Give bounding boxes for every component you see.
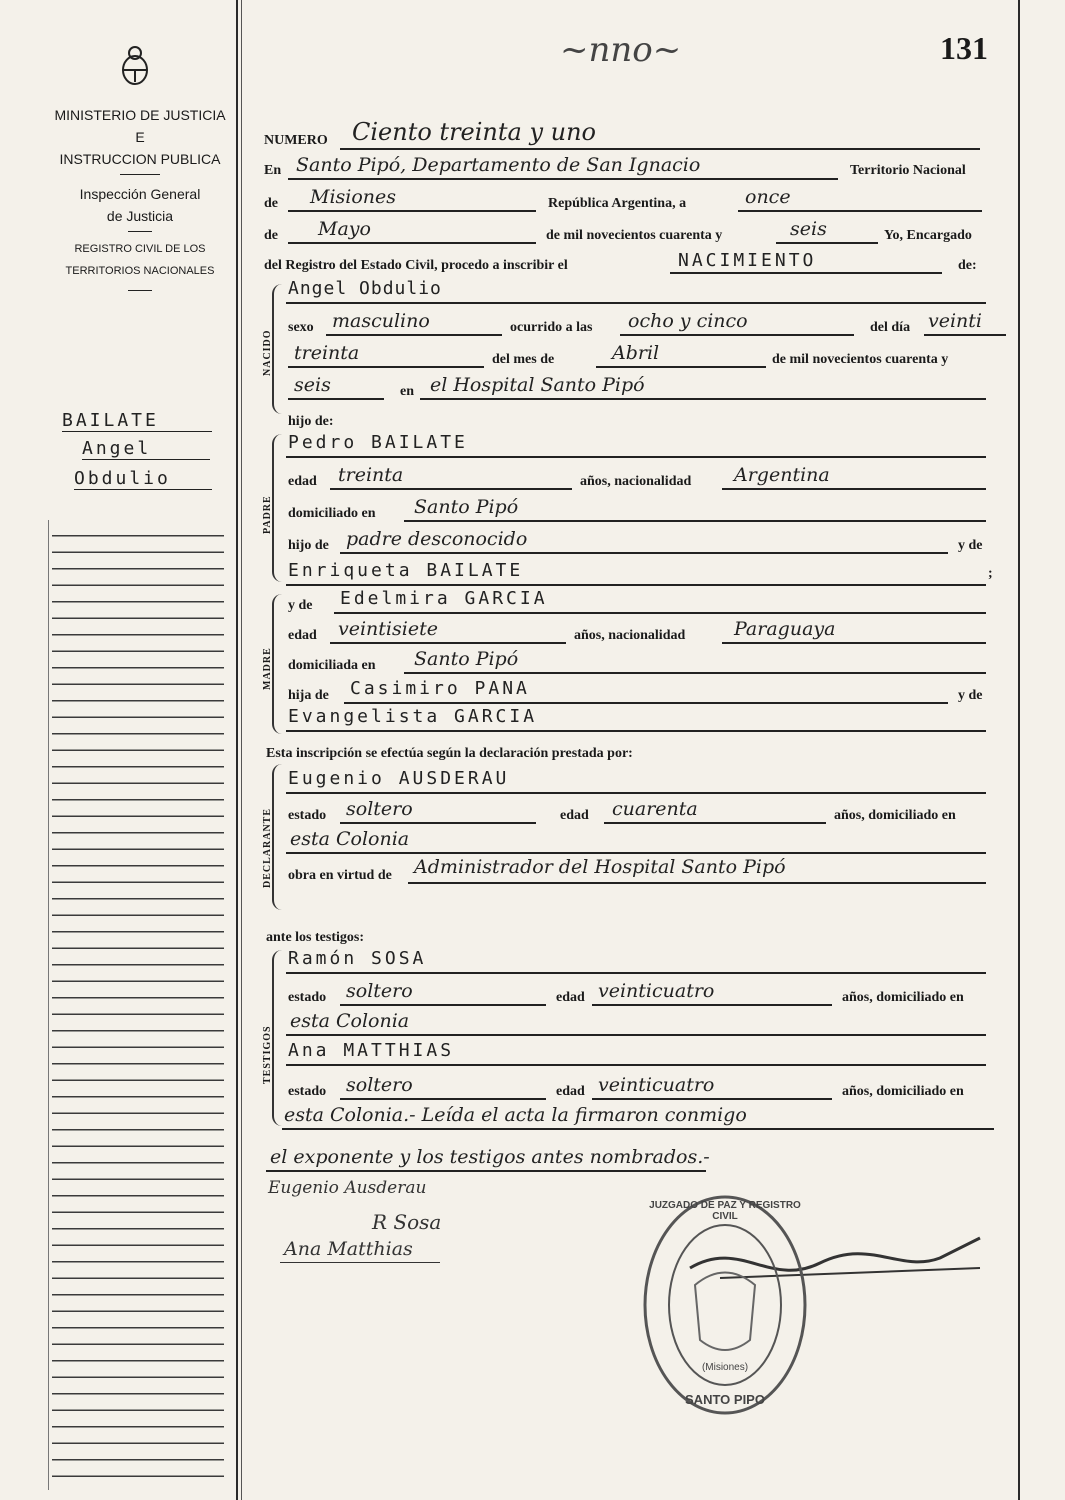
seal-center-text: (Misiones) <box>701 1362 749 1373</box>
decl-estado-line <box>340 822 536 824</box>
padre-madre-value: Enriqueta BAILATE <box>288 560 524 581</box>
padre-hijo-line <box>340 552 948 554</box>
label-edad: edad <box>288 474 317 489</box>
madre-value: Edelmira GARCIA <box>340 588 548 609</box>
mes-nac-line <box>596 366 766 368</box>
lugar-nac-value: el Hospital Santo Pipó <box>430 374 645 396</box>
margin-surname: BAILATE <box>62 410 212 432</box>
label-anios-nac-2: años, nacionalidad <box>574 628 686 643</box>
label-de: de <box>264 196 278 211</box>
coat-of-arms-icon <box>118 44 152 93</box>
hora-value: ocho y cinco <box>628 310 748 332</box>
label-sexo: sexo <box>288 320 314 335</box>
madre-madre-value: Evangelista GARCIA <box>288 706 538 727</box>
label-estado-2: estado <box>288 990 327 1005</box>
label-y-de-3: y de <box>958 688 983 703</box>
page-number: 131 <box>940 30 988 66</box>
label-obra: obra en virtud de <box>288 868 392 883</box>
testigo1-line <box>286 972 986 974</box>
decl-dom-line <box>286 852 986 854</box>
label-en-2: en <box>400 384 414 399</box>
label-y-de-2: y de <box>288 598 313 613</box>
side-label-nacido: NACIDO <box>262 329 273 376</box>
padre-dom-value: Santo Pipó <box>414 496 519 518</box>
side-label-testigos: TESTIGOS <box>262 1025 273 1084</box>
declarante-value: Eugenio AUSDERAU <box>288 768 510 789</box>
padre-madre-line <box>286 584 986 586</box>
label-domiciliado: domiciliado en <box>288 506 376 521</box>
t1-edad-line <box>592 1004 832 1006</box>
testigo2-value: Ana MATTHIAS <box>288 1040 455 1061</box>
dia-nac-value: veinti <box>928 310 983 332</box>
label-anios-nac: años, nacionalidad <box>580 474 692 489</box>
label-en: En <box>264 163 282 178</box>
madre-line <box>334 612 986 614</box>
padre-line <box>286 456 986 458</box>
testigo2-line <box>286 1064 986 1066</box>
t1-dom-value: esta Colonia <box>290 1010 410 1032</box>
label-hijo-de: hijo de: <box>288 414 334 429</box>
label-ocurrido: ocurrido a las <box>510 320 593 335</box>
label-hija-de: hija de <box>288 688 329 703</box>
cierre-line <box>266 1170 706 1172</box>
sexo-value: masculino <box>332 310 430 332</box>
dia-value: once <box>745 186 791 208</box>
t2-dom-value: esta Colonia.- Leída el acta la firmaron conmigo <box>284 1104 747 1126</box>
label-anios-dom: años, domiciliado en <box>834 808 956 823</box>
label-edad-5: edad <box>556 1084 585 1099</box>
decl-estado-value: soltero <box>346 798 413 820</box>
decl-edad-value: cuarenta <box>612 798 698 820</box>
label-del-dia: del día <box>870 320 911 335</box>
dia-line <box>738 210 982 212</box>
numero-line <box>340 148 980 150</box>
label-del-mes: del mes de <box>492 352 555 367</box>
padre-hijo-value: padre desconocido <box>346 528 528 550</box>
cierre-value: el exponente y los testigos antes nombrados.- <box>270 1146 710 1168</box>
label-territorio: Territorio Nacional <box>850 163 966 178</box>
anio-line <box>776 242 878 244</box>
t2-estado-value: soltero <box>346 1074 413 1096</box>
decl-dom-value: esta Colonia <box>290 828 410 850</box>
territorio-value: Misiones <box>310 186 397 208</box>
divider <box>120 174 160 175</box>
mes-nac-value: Abril <box>612 342 660 364</box>
dia-nac-line <box>924 334 1006 336</box>
acto-value: NACIMIENTO <box>678 250 817 271</box>
divider <box>128 290 152 291</box>
t2-estado-line <box>340 1098 546 1100</box>
label-de-3: de: <box>958 258 977 273</box>
label-inscripcion: Esta inscripción se efectúa según la declaración prestada por: <box>266 746 633 761</box>
label-republica: República Argentina, a <box>548 196 687 211</box>
numero-value: Ciento treinta y uno <box>352 118 597 146</box>
label-edad-3: edad <box>560 808 589 823</box>
seal-bottom-text: SANTO PIPO <box>685 1392 765 1407</box>
decl-edad-line <box>604 822 826 824</box>
label-yo: Yo, Encargado <box>884 228 972 243</box>
territorio-line <box>288 210 536 212</box>
decl-obra-value: Administrador del Hospital Santo Pipó <box>414 856 786 878</box>
dia-nac-value-2: treinta <box>294 342 360 364</box>
nombre-value: Angel Obdulio <box>288 278 442 299</box>
anio-nac-value: seis <box>294 374 331 396</box>
left-column-border <box>236 0 238 1500</box>
label-domiciliada: domiciliada en <box>288 658 376 673</box>
nombre-line <box>286 302 986 304</box>
ministry-line-1: MINISTERIO DE JUSTICIA <box>54 107 226 123</box>
semicolon: ; <box>988 566 993 581</box>
margin-name-2: Obdulio <box>74 468 212 490</box>
padre-edad-line <box>330 488 572 490</box>
margin-name-1: Angel <box>82 438 210 460</box>
mes-value: Mayo <box>318 218 371 240</box>
label-mil: de mil novecientos cuarenta y <box>546 228 723 243</box>
testigos-brace <box>272 950 282 1126</box>
side-label-declarante: DECLARANTE <box>262 807 273 888</box>
left-column-border-inner <box>241 0 242 1500</box>
label-estado: estado <box>288 808 327 823</box>
madre-brace <box>272 594 282 734</box>
madre-padre-line <box>344 702 948 704</box>
signature-1: Eugenio Ausderau <box>268 1178 427 1198</box>
t2-edad-line <box>592 1098 832 1100</box>
padre-dom-line <box>404 520 986 522</box>
hora-line <box>620 334 854 336</box>
madre-edad-line <box>330 642 566 644</box>
decl-obra-line <box>408 882 986 884</box>
madre-madre-line <box>286 730 986 732</box>
padre-brace <box>272 434 282 582</box>
padre-nac-line <box>722 488 986 490</box>
t1-estado-line <box>340 1004 546 1006</box>
madre-dom-line <box>404 672 986 674</box>
ministry-line-6: REGISTRO CIVIL DE LOS <box>74 243 206 255</box>
madre-nac-value: Paraguaya <box>734 618 836 640</box>
lugar-nac-line <box>420 398 986 400</box>
lugar-value: Santo Pipó, Departamento de San Ignacio <box>296 154 701 176</box>
declarante-line <box>286 792 986 794</box>
label-anios-dom-2: años, domiciliado en <box>842 990 964 1005</box>
sexo-line <box>326 334 502 336</box>
declarante-brace <box>272 764 282 910</box>
far-left-border <box>48 520 49 1490</box>
label-de-2: de <box>264 228 278 243</box>
ministry-line-4: Inspección General <box>79 186 201 202</box>
t2-edad-value: veinticuatro <box>598 1074 715 1096</box>
ministry-line-5: de Justicia <box>106 208 174 224</box>
margin-ruled-lines <box>52 520 224 1490</box>
testigo1-value: Ramón SOSA <box>288 948 427 969</box>
t1-estado-value: soltero <box>346 980 413 1002</box>
nacido-brace <box>272 284 282 414</box>
label-ante: ante los testigos: <box>266 930 364 945</box>
signature-3: Ana Matthias <box>284 1238 413 1260</box>
signature-2: R Sosa <box>372 1210 442 1234</box>
padre-value: Pedro BAILATE <box>288 432 468 453</box>
t1-edad-value: veinticuatro <box>598 980 715 1002</box>
label-estado-3: estado <box>288 1084 327 1099</box>
padre-edad-value: treinta <box>338 464 404 486</box>
label-registro: del Registro del Estado Civil, procedo a inscribir el <box>264 258 568 273</box>
ministry-header <box>52 104 228 299</box>
madre-edad-value: veintisiete <box>338 618 438 640</box>
madre-padre-value: Casimiro PANA <box>350 678 530 699</box>
label-mil-2: de mil novecientos cuarenta y <box>772 352 949 367</box>
label-y-de: y de <box>958 538 983 553</box>
label-hijo-de-2: hijo de <box>288 538 329 553</box>
acto-line <box>670 272 942 274</box>
lugar-line <box>288 178 838 180</box>
madre-dom-value: Santo Pipó <box>414 648 519 670</box>
seal-ring-text: JUZGADO DE PAZ Y REGISTRO CIVIL <box>649 1200 801 1222</box>
t1-dom-line <box>286 1034 986 1036</box>
mes-line <box>288 242 536 244</box>
dia-nac-line-2 <box>288 366 484 368</box>
anio-nac-line <box>288 398 384 400</box>
madre-nac-line <box>722 642 986 644</box>
side-label-padre: PADRE <box>262 495 273 534</box>
official-seal <box>640 1190 810 1420</box>
ministry-line-7: TERRITORIOS NACIONALES <box>65 265 215 277</box>
signature-3-line <box>280 1262 440 1263</box>
label-anios-dom-3: años, domiciliado en <box>842 1084 964 1099</box>
padre-nac-value: Argentina <box>734 464 830 486</box>
ministry-line-2: E <box>135 129 145 145</box>
t2-dom-line <box>282 1128 994 1130</box>
anio-value: seis <box>790 218 827 240</box>
top-scribble: ~nno~ <box>560 30 682 70</box>
right-page-border <box>1018 0 1020 1500</box>
side-label-madre: MADRE <box>262 647 273 690</box>
divider <box>128 231 152 232</box>
ministry-line-3: INSTRUCCION PUBLICA <box>59 151 221 167</box>
label-edad-2: edad <box>288 628 317 643</box>
label-edad-4: edad <box>556 990 585 1005</box>
label-numero: NUMERO <box>264 133 328 148</box>
